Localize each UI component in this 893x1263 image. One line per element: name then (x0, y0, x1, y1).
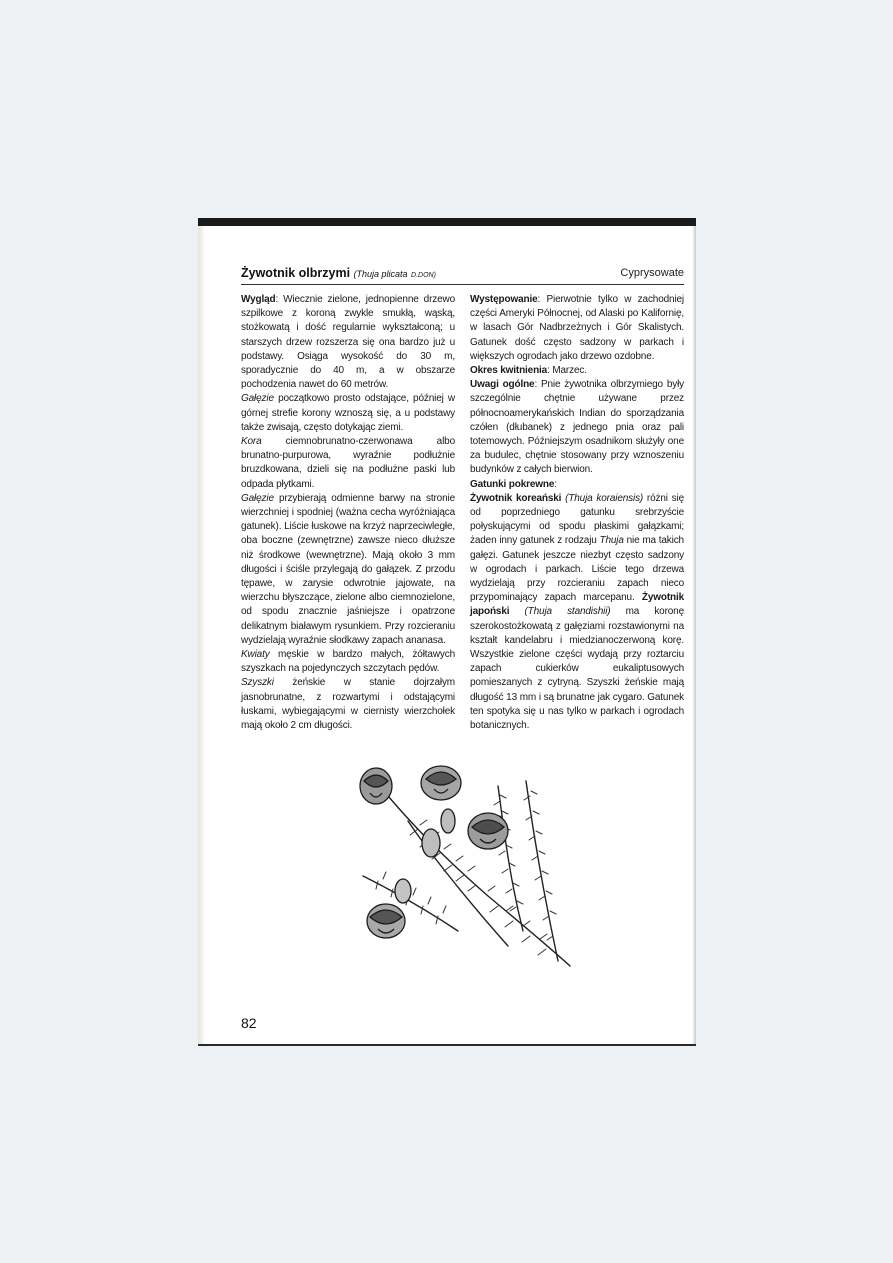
appearance-text: : Wiecznie zielone, jednopienne drzewo szpilkowe z koroną zwykle smukłą, wąską, stożkowatą i dość regularnie wykształconą; u starszych drzew rozszerza się ona bardzo już u podstawy. Osiąga wysokość do 30 m, sporadycznie do 40 m, a w obszarze pochodzenia nawet do 60 metrów. (241, 294, 455, 391)
flowers-paragraph (241, 648, 455, 676)
right-column (470, 293, 684, 733)
korean-thuja-latin: (Thuja koraiensis) (561, 492, 644, 504)
remarks-text: : Pnie żywotnika olbrzymiego były szczególnie chętnie używane przez północnoamerykańskich Indian do sporządzania czółen (dłubanek) z jednego pnia oraz pali totemowych. Późniejszym osadnikom służyły one za budulec, chętnie stosowany przy wznoszeniu budynków z całych bierwion. (470, 379, 684, 476)
branches-color-paragraph (241, 492, 455, 648)
appearance-label: Wygląd (241, 294, 276, 305)
flowering-paragraph (470, 364, 684, 378)
thuja-branch-illustration (348, 761, 578, 976)
korean-thuja-text: różni się od poprzedniego gatunku srebrzyście połyskującymi od spodu płaskimi gałązkami; żaden inny gatunek z rodzaju (470, 492, 685, 547)
related-heading (470, 478, 684, 492)
japanese-thuja-text: ma koronę szerokostożkowatą z gałęziami rozstawionymi na kształt kandelabru i miedzianoczerwoną korę. Wszystkie zielone części wydają przy roztarciu zapach cukierków eukaliptusowych pomieszanych z cytryną. Szyszki żeńskie mają długość 13 mm i są brunatne jak cygaro. Gatunek ten spotyka się u nas tylko w parkach i ogrodach botanicznych. (470, 606, 685, 732)
branches-color-text: przybierają odmienne barwy na stronie wierzchniej i spodniej (ważna cecha wyróżniająca gatunek). Liście łuskowe na krzyż naprzeciwległe, oba boczne (zewnętrzne) zawsze nieco dłuższe niż środkowe (wewnętrzne). Mają około 3 mm długości i ściśle przylegają do gałązek. Z przodu tępawe, w zarysie odwrotnie jajowate, na wierzchu błyszczące, zielone albo ciemnozielone, od spodu znacznie jaśniejsze i opatrzone delikatnym białawym rysunkiem. Przy rozcieraniu wydzielają wyraźnie słodkawy zapach ananasa. (241, 492, 455, 646)
korean-thuja-name: Żywotnik koreański (470, 492, 562, 504)
bark-term: Kora (241, 436, 262, 448)
book-page (198, 218, 696, 1046)
genus-name: Thuja (599, 535, 624, 547)
related-species-paragraph (470, 492, 684, 733)
occurrence-text: : Pierwotnie tylko w zachodniej części Ameryki Północnej, od Alaski po Kalifornię, w lasach Gór Nadbrzeżnych i Gór Skalistych. Gatunek dość często sadzony w parkach i większych ogrodach jako drzewo ozdobne. (470, 294, 684, 362)
occurrence-label: Występowanie (470, 294, 538, 305)
author-abbrev: D.DON) (411, 272, 436, 279)
bark-text: ciemnobrunatno-czerwonawa albo brunatno-purpurowa, wyraźnie podłużnie bruzdkowana, dzieli się na podłużne paski lub odpada płytkami. (241, 436, 455, 490)
remarks-label: Uwagi ogólne (470, 379, 535, 391)
flowering-label: Okres kwitnienia (470, 365, 548, 377)
branches-color-term: Gałęzie (241, 492, 274, 504)
branches-paragraph (241, 392, 455, 435)
flowers-text: męskie w bardzo małych, żółtawych szyszkach na pojedynczych szczytach pędów. (241, 649, 455, 675)
occurrence-paragraph (470, 293, 684, 364)
flowers-term: Kwiaty (241, 649, 270, 661)
japanese-thuja-name: Żywotnik japoński (470, 592, 684, 618)
bark-paragraph (241, 435, 455, 492)
cones-text: żeńskie w stanie dojrzałym jasnobrunatne, z rozwartymi i odstającymi łuskami, wybiegającymi w ciernisty wierzchołek mają około 2 cm długości. (241, 677, 455, 732)
flowering-text: : Marzec. (547, 365, 587, 377)
latin-name: (Thuja plicata (353, 269, 408, 279)
remarks-paragraph (470, 378, 684, 477)
related-label: Gatunki pokrewne (470, 478, 555, 490)
left-column (241, 293, 455, 733)
related-colon: : (554, 478, 557, 490)
page-number: 82 (241, 1015, 257, 1031)
korean-thuja-text-2: nie ma takich gałęzi. Gatunek jeszcze niezbyt często sadzony w ogrodach i parkach. Liście tego drzewa wydzielają przy rozcieraniu zapach nieco przypominający zapach marcepanu. (470, 535, 684, 604)
appearance-paragraph (241, 293, 455, 392)
cones-paragraph (241, 676, 455, 733)
page-header (241, 264, 684, 285)
branches-term: Gałęzie (241, 393, 274, 405)
branches-text: początkowo prosto odstające, później w górnej strefie korony wznoszą się, a u podstawy także zwisają, często dotykając ziemi. (241, 393, 455, 433)
species-name: Żywotnik olbrzymi (241, 266, 351, 280)
japanese-thuja-latin: (Thuja standishii) (509, 606, 611, 618)
cones-term: Szyszki (241, 677, 274, 689)
species-title (241, 266, 436, 280)
family-name: Cyprysowate (620, 267, 684, 279)
